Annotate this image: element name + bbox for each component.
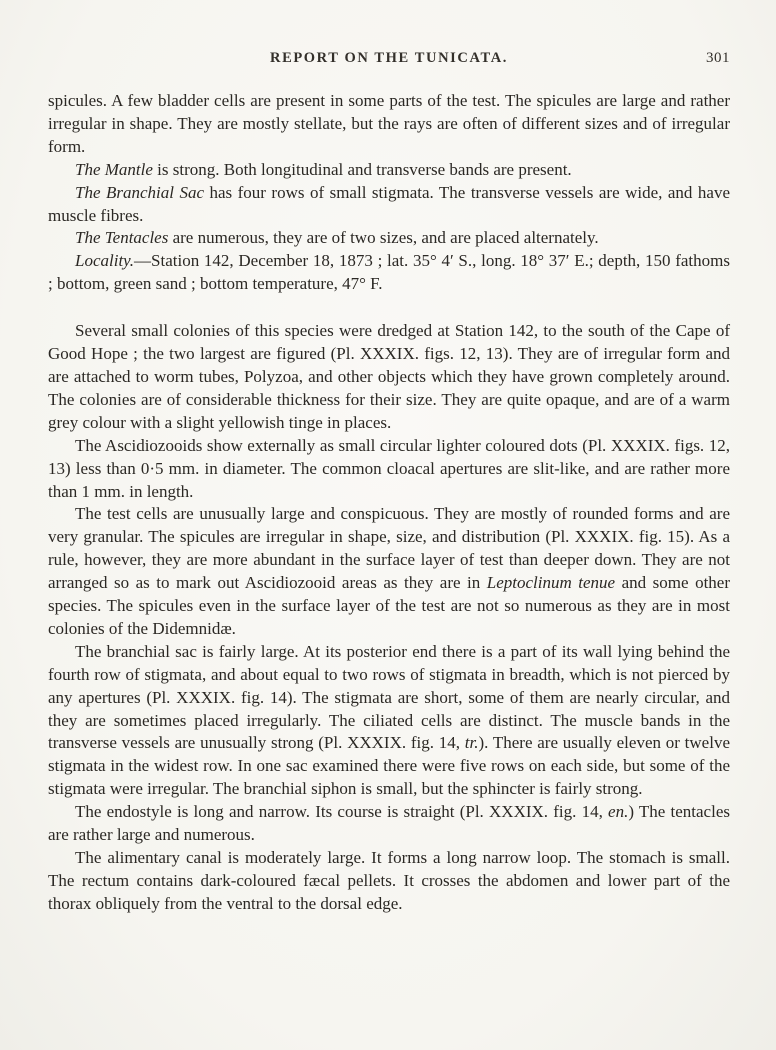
text-segment: The alimentary canal is moderately large. It forms a long narrow loop. The stomach is small. The rectum contains dark-coloured fæcal pellets. It crosses the abdomen and lower part of the thorax obliquely from the ventral to the dorsal edge. <box>48 848 730 913</box>
italic-text-segment: The Branchial Sac <box>75 182 204 202</box>
paragraph <box>48 320 730 435</box>
paragraph <box>48 182 730 228</box>
page-number: 301 <box>706 50 730 66</box>
italic-text-segment: tr. <box>464 733 479 753</box>
paragraph <box>48 250 730 296</box>
paragraph <box>48 503 730 640</box>
paragraph <box>48 641 730 801</box>
text-segment: Several small colonies of this species were dredged at Station 142, to the south of the Cape of Good Hope ; the two largest are figured (Pl. XXXIX. figs. 12, 13). They are of irregular form and are attached to worm tubes, Polyzoa, and other objects which they have grown completely around. The colonies are of considerable thickness for their size. They are quite opaque, and are of a warm grey colour with a slight yellowish tinge in places. <box>48 321 730 432</box>
text-segment: —Station 142, December 18, 1873 ; lat. 35° 4′ S., long. 18° 37′ E.; depth, 150 fathoms ; bottom, green sand ; bottom temperature, 47° F. <box>48 251 730 294</box>
running-title: REPORT ON THE TUNICATA. <box>270 50 508 66</box>
paragraph <box>48 847 730 916</box>
text-segment: The branchial sac is fairly large. At its posterior end there is a part of its wall lying behind the fourth row of stigmata, and about equal to two rows of stigmata in breadth, which is not pierced by any apertures (Pl. XXXIX. fig. 14). The stigmata are short, some of them are nearly circular, and they are sometimes placed irregularly. The ciliated cells are distinct. The muscle bands in the transverse vessels are unusually strong (Pl. XXXIX. fig. 14, <box>48 641 730 753</box>
text-segment: are numerous, they are of two sizes, and are placed alternately. <box>168 228 599 248</box>
text-segment: has four rows of small stigmata. The transverse vessels are wide, and have muscle fibres. <box>48 182 730 225</box>
text-segment: ) The tentacles are rather large and numerous. <box>48 802 730 845</box>
italic-text-segment: en. <box>608 802 629 822</box>
text-segment: The endostyle is long and narrow. Its course is straight (Pl. XXXIX. fig. 14, <box>75 802 609 822</box>
italic-text-segment: The Mantle <box>75 159 153 179</box>
text-segment: The Ascidiozooids show externally as small circular lighter coloured dots (Pl. XXXIX. figs. 12, 13) less than 0·5 mm. in diameter. The common cloacal apertures are slit-like, and are rather more than 1 mm. in length. <box>48 435 730 501</box>
text-segment: ). There are usually eleven or twelve stigmata in the widest row. In one sac examined there were five rows on each side, but some of the stigmata were irregular. The branchial siphon is small, but the sphincter is fairly strong. <box>48 733 730 799</box>
paragraph <box>48 227 730 250</box>
document-body <box>48 90 730 916</box>
paragraph <box>48 801 730 847</box>
paragraph <box>48 90 730 159</box>
text-segment: The test cells are unusually large and conspicuous. They are mostly of rounded forms and are very granular. The spicules are irregular in shape, size, and distribution (Pl. XXXIX. fig. 15). As a rule, however, they are more abundant in the surface layer of test than deeper down. They are not arranged so as to mark out Ascidiozooid areas as they are in <box>48 504 730 593</box>
text-segment: spicules. A few bladder cells are present in some parts of the test. The spicules are large and rather irregular in shape. They are mostly stellate, but the rays are often of different sizes and of irregular form. <box>48 91 730 156</box>
italic-text-segment: Locality. <box>75 251 135 271</box>
text-segment: and some other species. The spicules even in the surface layer of the test are not so numerous as they are in most colonies of the Didemnidæ. <box>48 573 731 638</box>
page-header <box>48 50 730 70</box>
italic-text-segment: The Tentacles <box>75 228 169 248</box>
text-segment: is strong. Both longitudinal and transverse bands are present. <box>152 159 572 179</box>
italic-text-segment: Leptoclinum tenue <box>486 573 616 593</box>
paragraph <box>48 435 730 504</box>
paragraph <box>48 159 730 182</box>
